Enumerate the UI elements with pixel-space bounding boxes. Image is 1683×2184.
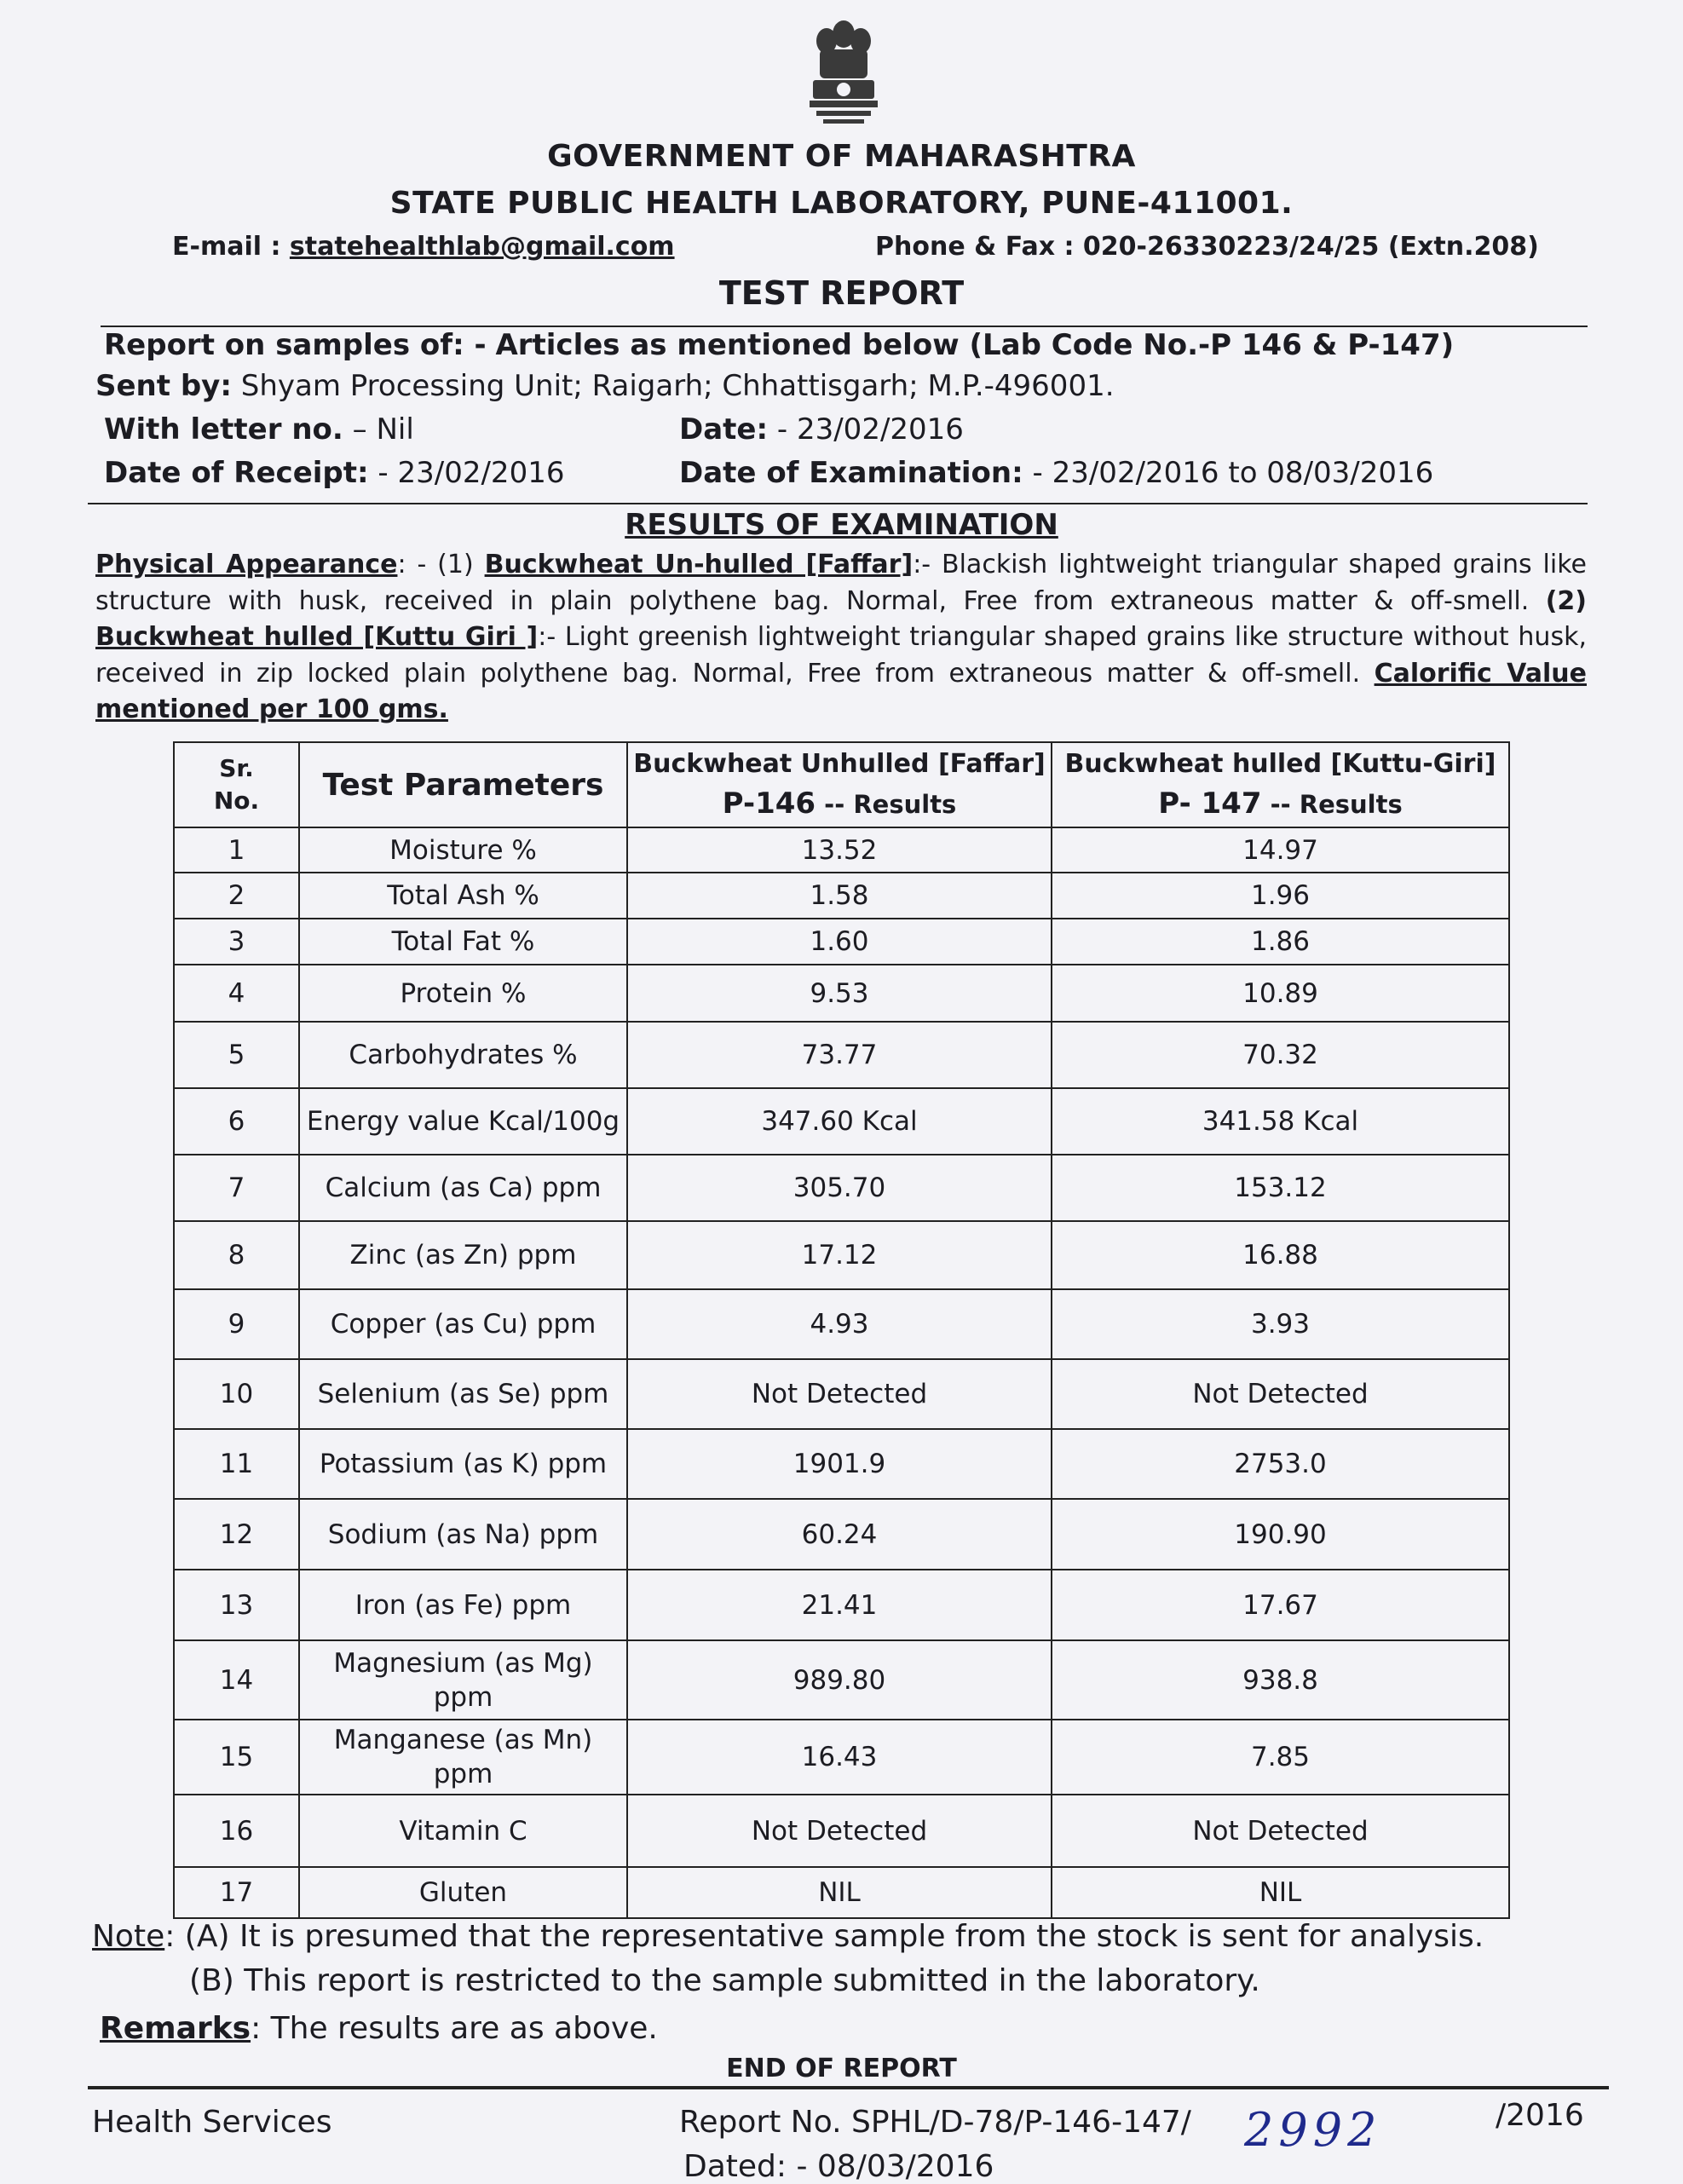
p146-cell: 989.80 — [627, 1640, 1052, 1720]
p146-cell: 1.58 — [627, 873, 1052, 919]
p147-cell: 7.85 — [1052, 1720, 1509, 1795]
param-header: Test Parameters — [299, 742, 627, 827]
exam-line — [679, 456, 1433, 490]
param-cell: Carbohydrates % — [299, 1022, 627, 1088]
param-cell: Gluten — [299, 1867, 627, 1918]
sr-cell: 17 — [174, 1867, 299, 1918]
item1-text: :- Blackish lightweight triangular shaped grains like structure with husk, received in plain polythene bag. Normal, Free from extraneous matter & off-smell. — [95, 550, 1587, 616]
letter-label: With letter no. — [104, 412, 343, 447]
divider — [101, 326, 1588, 327]
physical-sep: : - (1) — [397, 550, 485, 579]
email-label: E-mail : — [172, 232, 290, 262]
date-label: Date: — [679, 412, 769, 447]
sr-cell: 15 — [174, 1720, 299, 1795]
param-cell: Copper (as Cu) ppm — [299, 1289, 627, 1359]
letter-value: – Nil — [343, 412, 414, 447]
government-heading: GOVERNMENT OF MAHARASHTRA — [547, 139, 1136, 174]
table-row — [174, 1640, 1509, 1720]
sent-by-label: Sent by: — [95, 369, 232, 403]
table-row — [174, 919, 1509, 965]
sent-by-value: Shyam Processing Unit; Raigarh; Chhattisgarh; M.P.-496001. — [231, 369, 1115, 403]
handwritten-report-number: 2992 — [1244, 2103, 1382, 2157]
note-a-text: : (A) It is presumed that the representative sample from the stock is sent for analysis. — [164, 1919, 1484, 1954]
receipt-value: - 23/02/2016 — [368, 456, 565, 490]
table-row — [174, 1429, 1509, 1499]
divider — [88, 503, 1588, 504]
table-row — [174, 827, 1509, 873]
table-row — [174, 1155, 1509, 1221]
results-heading: RESULTS OF EXAMINATION — [625, 508, 1058, 542]
report-on-line — [104, 328, 1454, 362]
report-on-value: Articles as mentioned below (Lab Code No.-P 146 & P-147) — [495, 328, 1455, 362]
lab-heading: STATE PUBLIC HEALTH LABORATORY, PUNE-411001. — [389, 186, 1294, 221]
p146-cell: Not Detected — [627, 1359, 1052, 1429]
table-row — [174, 1088, 1509, 1155]
footer-report-no: Report No. SPHL/D-78/P-146-147/ — [679, 2105, 1191, 2140]
sr-cell: 3 — [174, 919, 299, 965]
table-row — [174, 1570, 1509, 1640]
sr-cell: 8 — [174, 1221, 299, 1289]
letter-line — [104, 412, 414, 447]
sr-cell: 4 — [174, 965, 299, 1022]
p146-cell: Not Detected — [627, 1795, 1052, 1867]
p147-cell: 10.89 — [1052, 965, 1509, 1022]
p147-cell: Not Detected — [1052, 1359, 1509, 1429]
table-row — [174, 1221, 1509, 1289]
param-cell: Selenium (as Se) ppm — [299, 1359, 627, 1429]
table-header-row — [174, 742, 1509, 827]
p146-cell: 9.53 — [627, 965, 1052, 1022]
p146-cell: 21.41 — [627, 1570, 1052, 1640]
p147-cell: 14.97 — [1052, 827, 1509, 873]
sr-cell: 6 — [174, 1088, 299, 1155]
table-row — [174, 1795, 1509, 1867]
sr-cell: 16 — [174, 1795, 299, 1867]
sr-cell: 11 — [174, 1429, 299, 1499]
p147-cell: 17.67 — [1052, 1570, 1509, 1640]
p147-cell: 2753.0 — [1052, 1429, 1509, 1499]
sr-header: Sr. No. — [174, 742, 299, 827]
phone-line: Phone & Fax : 020-26330223/24/25 (Extn.208) — [875, 232, 1539, 262]
remarks-text: : The results are as above. — [251, 2011, 658, 2046]
p146-cell: 305.70 — [627, 1155, 1052, 1221]
table-row — [174, 1720, 1509, 1795]
table-row — [174, 965, 1509, 1022]
sr-cell: 13 — [174, 1570, 299, 1640]
physical-label: Physical Appearance — [95, 550, 398, 579]
footer-divider — [88, 2086, 1609, 2089]
state-emblem-icon — [801, 15, 886, 130]
p146-header: Buckwheat Unhulled [Faffar] P-146 -- Results — [627, 742, 1052, 827]
param-cell: Calcium (as Ca) ppm — [299, 1155, 627, 1221]
p147-cell: 153.12 — [1052, 1155, 1509, 1221]
sr-cell: 12 — [174, 1499, 299, 1570]
param-cell: Manganese (as Mn) ppm — [299, 1720, 627, 1795]
exam-label: Date of Examination: — [679, 456, 1023, 490]
param-cell: Moisture % — [299, 827, 627, 873]
p146-cell: 17.12 — [627, 1221, 1052, 1289]
item2-name: Buckwheat hulled [Kuttu Giri ] — [95, 622, 539, 652]
table-row — [174, 1359, 1509, 1429]
footer-dated: Dated: - 08/03/2016 — [683, 2149, 994, 2184]
p146-cell: NIL — [627, 1867, 1052, 1918]
note-b: (B) This report is restricted to the sample submitted in the laboratory. — [189, 1963, 1260, 1998]
p146-cell: 1901.9 — [627, 1429, 1052, 1499]
sr-cell: 10 — [174, 1359, 299, 1429]
end-of-report: END OF REPORT — [726, 2054, 957, 2083]
p147-cell: 341.58 Kcal — [1052, 1088, 1509, 1155]
receipt-line — [104, 456, 564, 490]
sr-cell: 1 — [174, 827, 299, 873]
item2-text: :- Light greenish lightweight triangular shaped grains like structure without husk, received in zip locked plain polythene bag. Normal, Free from extraneous matter & off-smell. — [95, 622, 1587, 689]
exam-value: - 23/02/2016 to 08/03/2016 — [1023, 456, 1434, 490]
p147-cell: NIL — [1052, 1867, 1509, 1918]
report-on-label: Report on samples of: - — [104, 328, 487, 362]
date-value: - 23/02/2016 — [768, 412, 964, 447]
email-link[interactable]: statehealthlab@gmail.com — [289, 232, 675, 262]
p147-cell: 70.32 — [1052, 1022, 1509, 1088]
p147-cell: 3.93 — [1052, 1289, 1509, 1359]
param-cell: Magnesium (as Mg) ppm — [299, 1640, 627, 1720]
date-line — [679, 412, 964, 447]
p146-cell: 347.60 Kcal — [627, 1088, 1052, 1155]
table-row — [174, 1499, 1509, 1570]
note-label: Note — [92, 1919, 165, 1954]
param-cell: Vitamin C — [299, 1795, 627, 1867]
sr-cell: 7 — [174, 1155, 299, 1221]
param-cell: Zinc (as Zn) ppm — [299, 1221, 627, 1289]
p146-cell: 16.43 — [627, 1720, 1052, 1795]
note-a — [92, 1919, 1484, 1954]
p147-cell: Not Detected — [1052, 1795, 1509, 1867]
item1-name: Buckwheat Un-hulled [Faffar] — [484, 550, 914, 579]
results-table — [173, 741, 1510, 1919]
param-cell: Protein % — [299, 965, 627, 1022]
report-title: TEST REPORT — [718, 274, 965, 312]
p147-cell: 1.96 — [1052, 873, 1509, 919]
sr-cell: 9 — [174, 1289, 299, 1359]
table-row — [174, 1867, 1509, 1918]
remarks-label: Remarks — [100, 2011, 251, 2046]
sr-cell: 2 — [174, 873, 299, 919]
p146-cell: 13.52 — [627, 827, 1052, 873]
footer-department: Health Services — [92, 2105, 332, 2140]
table-row — [174, 1022, 1509, 1088]
footer-year: /2016 — [1496, 2098, 1584, 2133]
sr-cell: 14 — [174, 1640, 299, 1720]
sr-cell: 5 — [174, 1022, 299, 1088]
param-cell: Energy value Kcal/100g — [299, 1088, 627, 1155]
receipt-label: Date of Receipt: — [104, 456, 369, 490]
param-cell: Total Fat % — [299, 919, 627, 965]
calorific-note: Calorific Value mentioned per 100 gms. — [95, 658, 1587, 724]
sent-by-line — [95, 369, 1115, 403]
email-line — [172, 232, 675, 262]
p147-cell: 16.88 — [1052, 1221, 1509, 1289]
physical-appearance — [95, 547, 1587, 729]
table-row — [174, 1289, 1509, 1359]
p147-cell: 190.90 — [1052, 1499, 1509, 1570]
param-cell: Sodium (as Na) ppm — [299, 1499, 627, 1570]
p146-cell: 1.60 — [627, 919, 1052, 965]
p146-cell: 73.77 — [627, 1022, 1052, 1088]
p147-header: Buckwheat hulled [Kuttu-Giri] P- 147 -- Results — [1052, 742, 1509, 827]
param-cell: Total Ash % — [299, 873, 627, 919]
p147-cell: 1.86 — [1052, 919, 1509, 965]
p146-cell: 4.93 — [627, 1289, 1052, 1359]
param-cell: Potassium (as K) ppm — [299, 1429, 627, 1499]
item2-num: (2) — [1545, 585, 1587, 616]
p146-cell: 60.24 — [627, 1499, 1052, 1570]
param-cell: Iron (as Fe) ppm — [299, 1570, 627, 1640]
remarks — [100, 2011, 658, 2046]
table-row — [174, 873, 1509, 919]
p147-cell: 938.8 — [1052, 1640, 1509, 1720]
